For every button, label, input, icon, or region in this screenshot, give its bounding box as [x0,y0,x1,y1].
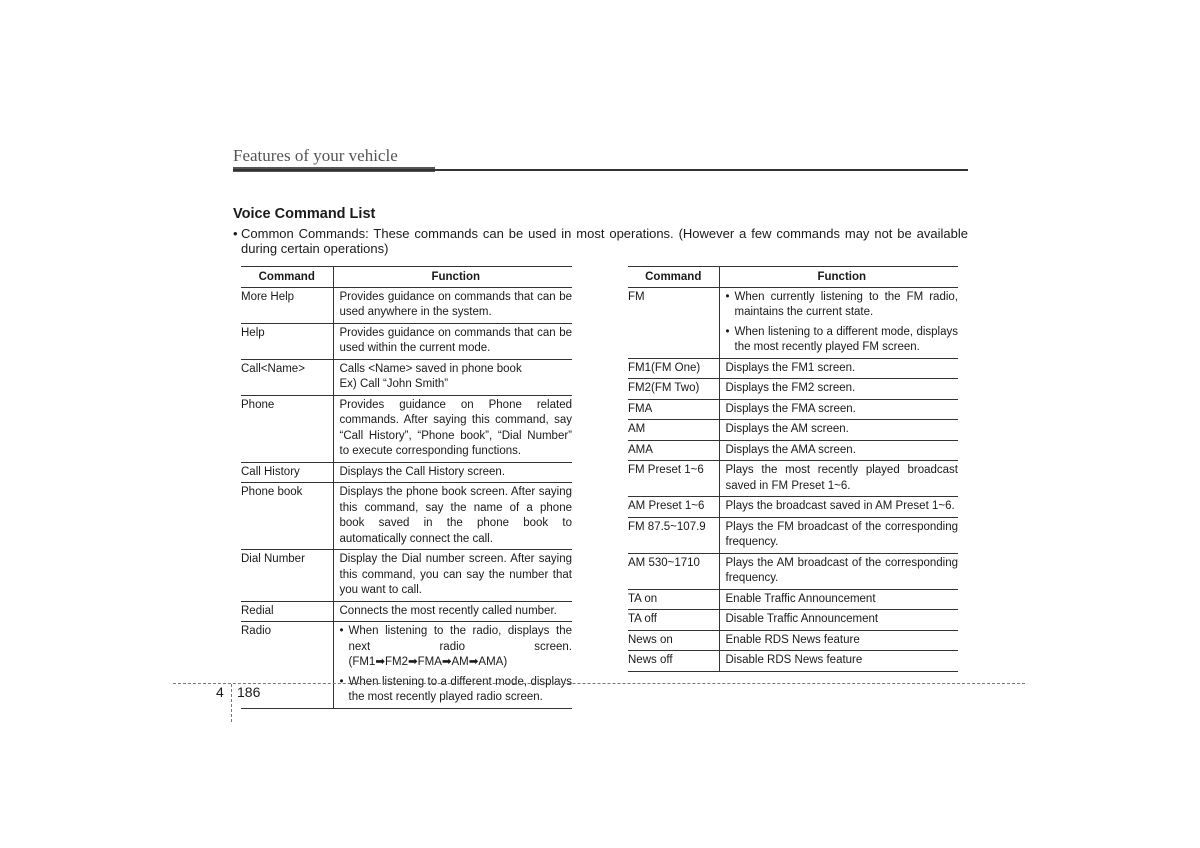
command-cell: AM Preset 1~6 [628,497,719,518]
bullet-marker: • [233,226,238,241]
command-cell: Phone book [241,483,333,550]
function-text: Provides guidance on Phone related commands. After saying this command, say “Call History”, “Phone book”, “Dial Number” to execute corresponding functions. [339,398,572,457]
function-text: Displays the Call History screen. [339,465,506,478]
bullet-marker: • [725,290,730,303]
function-example-text: Ex) Call “John Smith” [339,378,449,390]
table-row [628,379,958,400]
column-header-function: Function [719,267,958,288]
column-header-function: Function [333,267,572,288]
function-bullet-item [340,624,573,671]
table-row [628,517,958,553]
table-row [628,651,958,672]
bullet-marker: • [339,625,344,637]
command-cell: AMA [628,440,719,461]
function-text: Plays the AM broadcast of the corresponding frequency. [725,556,958,584]
page-number: 186 [237,684,261,700]
function-cell [719,287,958,358]
function-text: Displays the AM screen. [725,423,849,435]
table-row [628,610,958,631]
function-text: Plays the most recently played broadcast saved in FM Preset 1~6. [725,464,958,492]
function-cell [333,462,572,483]
table-row [628,553,958,589]
bullet-marker: • [725,325,730,338]
function-bullet-text: When currently listening to the FM radio, maintains the current state. [734,290,958,318]
function-cell [719,589,958,610]
command-cell: AM 530~1710 [628,553,719,589]
function-cell [333,622,572,709]
function-bullet-item [340,675,573,706]
function-cell [719,379,958,400]
table-row [241,323,572,359]
table-row [241,601,572,622]
command-cell: News off [628,651,719,672]
function-text: Plays the FM broadcast of the corresponding frequency. [725,520,958,548]
function-cell [333,483,572,550]
table-row [628,440,958,461]
function-bullet-text: When listening to a different mode, displays the most recently played FM screen. [734,325,958,353]
function-text: Plays the broadcast saved in AM Preset 1~6. [725,500,955,512]
function-cell [333,550,572,602]
function-text: Displays the AMA screen. [725,443,856,456]
function-cell [719,440,958,461]
column-header-command: Command [628,267,719,288]
command-cell: Call History [241,462,333,483]
function-text: Calls <Name> saved in phone book [339,362,522,375]
table-row [241,287,572,323]
function-cell [719,399,958,420]
function-text: Displays the FMA screen. [725,402,856,415]
command-cell: Call<Name> [241,359,333,395]
table-row [241,395,572,462]
table-row [628,630,958,651]
command-cell: FM1(FM One) [628,358,719,379]
table-row [241,462,572,483]
command-cell: Redial [241,601,333,622]
command-cell: FMA [628,399,719,420]
function-cell [719,358,958,379]
command-cell: TA off [628,610,719,631]
bullet-marker: • [339,675,344,688]
function-text: Enable Traffic Announcement [725,592,876,605]
table-row [628,461,958,497]
function-text: Enable RDS News feature [725,633,860,646]
table-row [241,359,572,395]
command-cell: FM [628,287,719,358]
function-text: Displays the FM2 screen. [725,382,856,394]
table-header-row [628,267,958,288]
command-cell: TA on [628,589,719,610]
command-cell: Radio [241,622,333,709]
function-text: Disable RDS News feature [725,654,863,666]
function-cell [333,601,572,622]
intro-text: Common Commands: These commands can be used in most operations. (However a few commands may not be available during certain operations) [241,226,968,256]
function-text: Provides guidance on commands that can be used anywhere in the system. [339,290,572,318]
function-bullet-item [726,325,959,356]
function-text: Disable Traffic Announcement [725,613,879,625]
command-table-left [241,266,572,709]
table-header-row [241,267,572,288]
function-cell [719,497,958,518]
command-cell: FM Preset 1~6 [628,461,719,497]
footer-divider [173,683,1025,684]
footer-vertical-divider [231,684,232,722]
table-row [628,589,958,610]
function-cell [719,420,958,441]
section-title: Voice Command List [233,206,376,222]
table-row [628,358,958,379]
function-text: Displays the FM1 screen. [725,361,856,374]
table-row [241,550,572,602]
function-bullet-text: When listening to a different mode, displays the most recently played radio screen. [348,675,572,703]
command-cell: AM [628,420,719,441]
function-cell [719,610,958,631]
function-bullet-text: When listening to the radio, displays the next radio screen. (FM1➡FM2➡FMA➡AM➡AMA) [348,625,572,668]
command-cell: FM 87.5~107.9 [628,517,719,553]
column-header-command: Command [241,267,333,288]
page-header-title: Features of your vehicle [233,146,398,165]
function-cell [719,553,958,589]
function-bullet-item [726,290,959,321]
function-cell [719,461,958,497]
function-cell [333,359,572,395]
function-text: Displays the phone book screen. After saying this command, say the name of a phone book saved in the phone book to automatically connect the call. [339,486,572,545]
table-row [241,483,572,550]
command-cell: Dial Number [241,550,333,602]
chapter-number: 4 [216,684,224,700]
command-cell: Help [241,323,333,359]
table-row [628,399,958,420]
command-cell: News on [628,630,719,651]
function-text: Connects the most recently called number. [339,604,557,617]
table-row [628,287,958,358]
table-row [241,622,572,709]
function-cell [333,395,572,462]
table-row [628,420,958,441]
command-cell: Phone [241,395,333,462]
command-cell: More Help [241,287,333,323]
intro-paragraph [233,226,968,256]
command-cell: FM2(FM Two) [628,379,719,400]
table-row [628,497,958,518]
function-cell [719,651,958,672]
function-cell [333,287,572,323]
header-rule [233,169,968,171]
function-cell [333,323,572,359]
function-cell [719,517,958,553]
function-text: Display the Dial number screen. After saying this command, you can say the number that you want to call. [339,553,572,596]
function-cell [719,630,958,651]
function-text: Provides guidance on commands that can be used within the current mode. [339,326,572,354]
command-table-right [628,266,958,672]
